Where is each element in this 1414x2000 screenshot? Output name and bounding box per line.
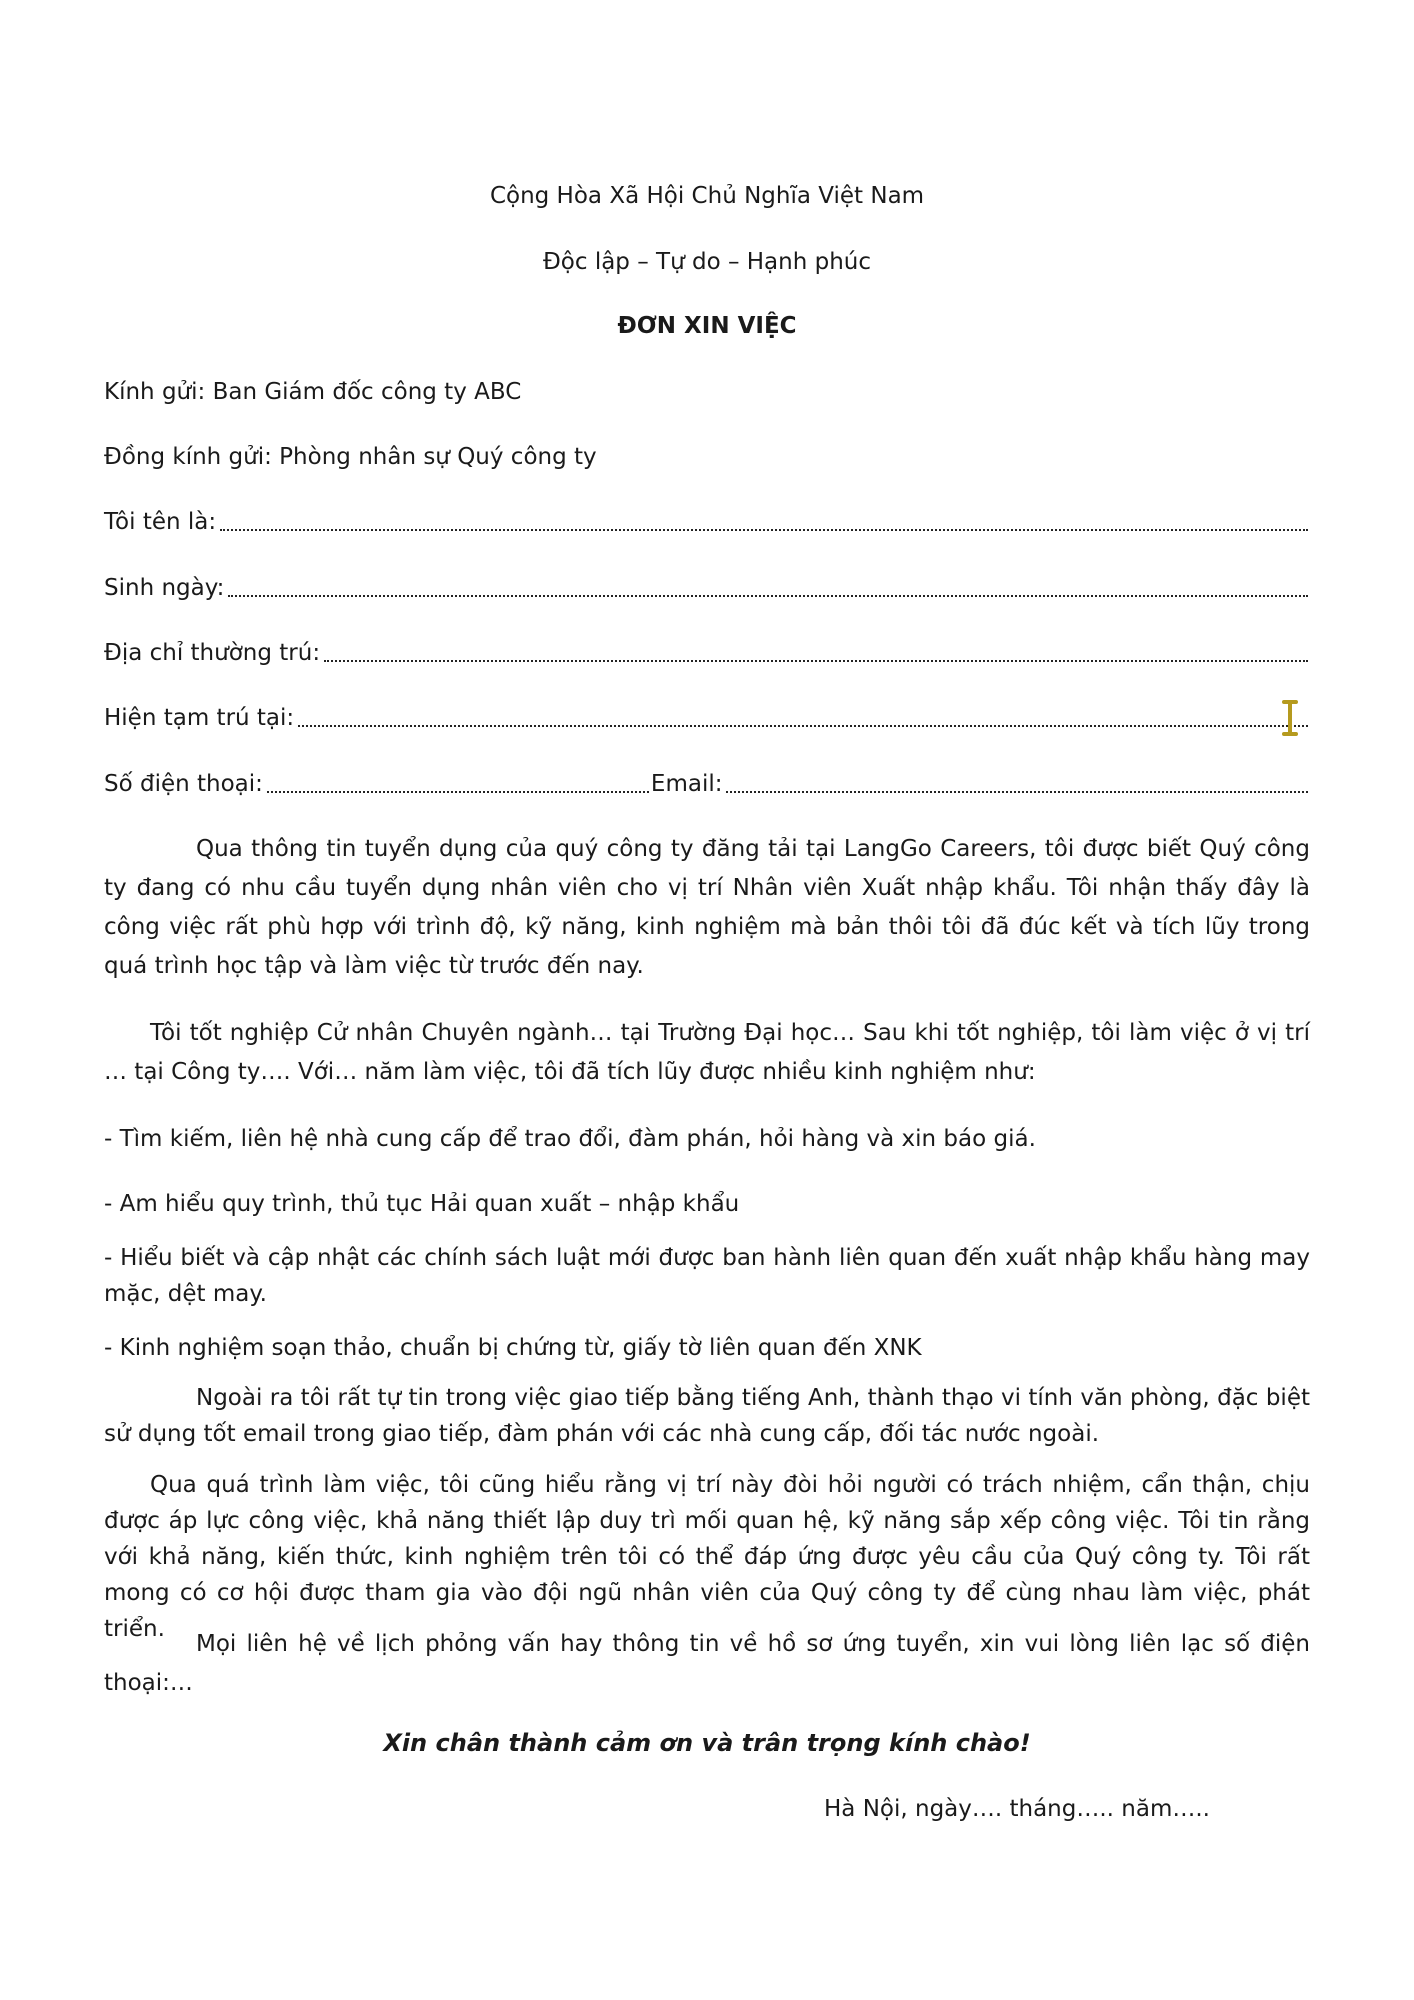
name-field[interactable]	[104, 503, 1310, 541]
paragraph-skills: Ngoài ra tôi rất tự tin trong việc giao tiếp bằng tiếng Anh, thành thạo vi tính văn phòng, đặc biệt sử dụng tốt email trong giao tiếp, đàm phán với các nhà cung cấp, đối tác nước ngoài.	[104, 1385, 1310, 1447]
text-cursor-icon	[1280, 700, 1300, 736]
temp-address-blank[interactable]	[298, 724, 1308, 727]
temp-address-label: Hiện tạm trú tại:	[104, 705, 295, 731]
date-line: Hà Nội, ngày…. tháng….. năm…..	[824, 1796, 1210, 1822]
email-blank[interactable]	[726, 790, 1308, 793]
experience-item: - Am hiểu quy trình, thủ tục Hải quan xuất – nhập khẩu	[104, 1191, 740, 1217]
cc-recipient-line: Đồng kính gửi: Phòng nhân sự Quý công ty	[104, 444, 597, 470]
address-label: Địa chỉ thường trú:	[104, 640, 321, 666]
closing-greeting: Xin chân thành cảm ơn và trân trọng kính chào!	[383, 1729, 1031, 1757]
paragraph-intro: Qua thông tin tuyển dụng của quý công ty đăng tải tại LangGo Careers, tôi được biết Quý công ty đang có nhu cầu tuyển dụng nhân viên cho vị trí Nhân viên Xuất nhập khẩu. Tôi nhận thấy đây là công việc rất phù hợp với trình độ, kỹ năng, kinh nghiệm mà bản thôi tôi đã đúc kết và tích lũy trong quá trình học tập và làm việc từ trước đến nay.	[104, 836, 1310, 979]
dob-field[interactable]	[104, 569, 1310, 607]
temp-address-field[interactable]	[104, 699, 1310, 737]
dob-label: Sinh ngày:	[104, 575, 225, 601]
name-label: Tôi tên là:	[104, 509, 217, 535]
contact-field[interactable]	[104, 765, 1310, 803]
paragraph-education: Tôi tốt nghiệp Cử nhân Chuyên ngành… tại Trường Đại học… Sau khi tốt nghiệp, tôi làm việc ở vị trí … tại Công ty…. Với… năm làm việc, tôi đã tích lũy được nhiều kinh nghiệm như:	[104, 1020, 1310, 1085]
email-label: Email:	[650, 771, 723, 797]
phone-blank[interactable]	[267, 790, 649, 793]
experience-item: - Hiểu biết và cập nhật các chính sách luật mới được ban hành liên quan đến xuất nhập khẩu hàng may mặc, dệt may.	[104, 1245, 1310, 1307]
paragraph-qualities: Qua quá trình làm việc, tôi cũng hiểu rằng vị trí này đòi hỏi người có trách nhiệm, cẩn thận, chịu được áp lực công việc, khả năng thiết lập duy trì mối quan hệ, kỹ năng sắp xếp công việc. Tôi tin rằng với khả năng, kiến thức, kinh nghiệm trên tôi có thể đáp ứng được yêu cầu của Quý công ty. Tôi rất mong có cơ hội được tham gia vào đội ngũ nhân viên của Quý công ty để cùng nhau làm việc, phát triển.	[104, 1472, 1310, 1642]
experience-item: - Tìm kiếm, liên hệ nhà cung cấp để trao đổi, đàm phán, hỏi hàng và xin báo giá.	[104, 1126, 1036, 1152]
name-blank[interactable]	[220, 528, 1308, 531]
address-blank[interactable]	[324, 659, 1308, 662]
motto-heading: Độc lập – Tự do – Hạnh phúc	[542, 249, 872, 275]
dob-blank[interactable]	[228, 594, 1308, 597]
nation-heading: Cộng Hòa Xã Hội Chủ Nghĩa Việt Nam	[489, 183, 925, 209]
phone-label: Số điện thoại:	[104, 771, 263, 797]
experience-item: - Kinh nghiệm soạn thảo, chuẩn bị chứng từ, giấy tờ liên quan đến XNK	[104, 1335, 922, 1361]
document-title: ĐƠN XIN VIỆC	[617, 313, 797, 339]
recipient-line: Kính gửi: Ban Giám đốc công ty ABC	[104, 379, 522, 405]
paragraph-contact: Mọi liên hệ về lịch phỏng vấn hay thông tin về hồ sơ ứng tuyển, xin vui lòng liên lạc số điện thoại:…	[104, 1631, 1310, 1696]
address-field[interactable]	[104, 634, 1310, 672]
